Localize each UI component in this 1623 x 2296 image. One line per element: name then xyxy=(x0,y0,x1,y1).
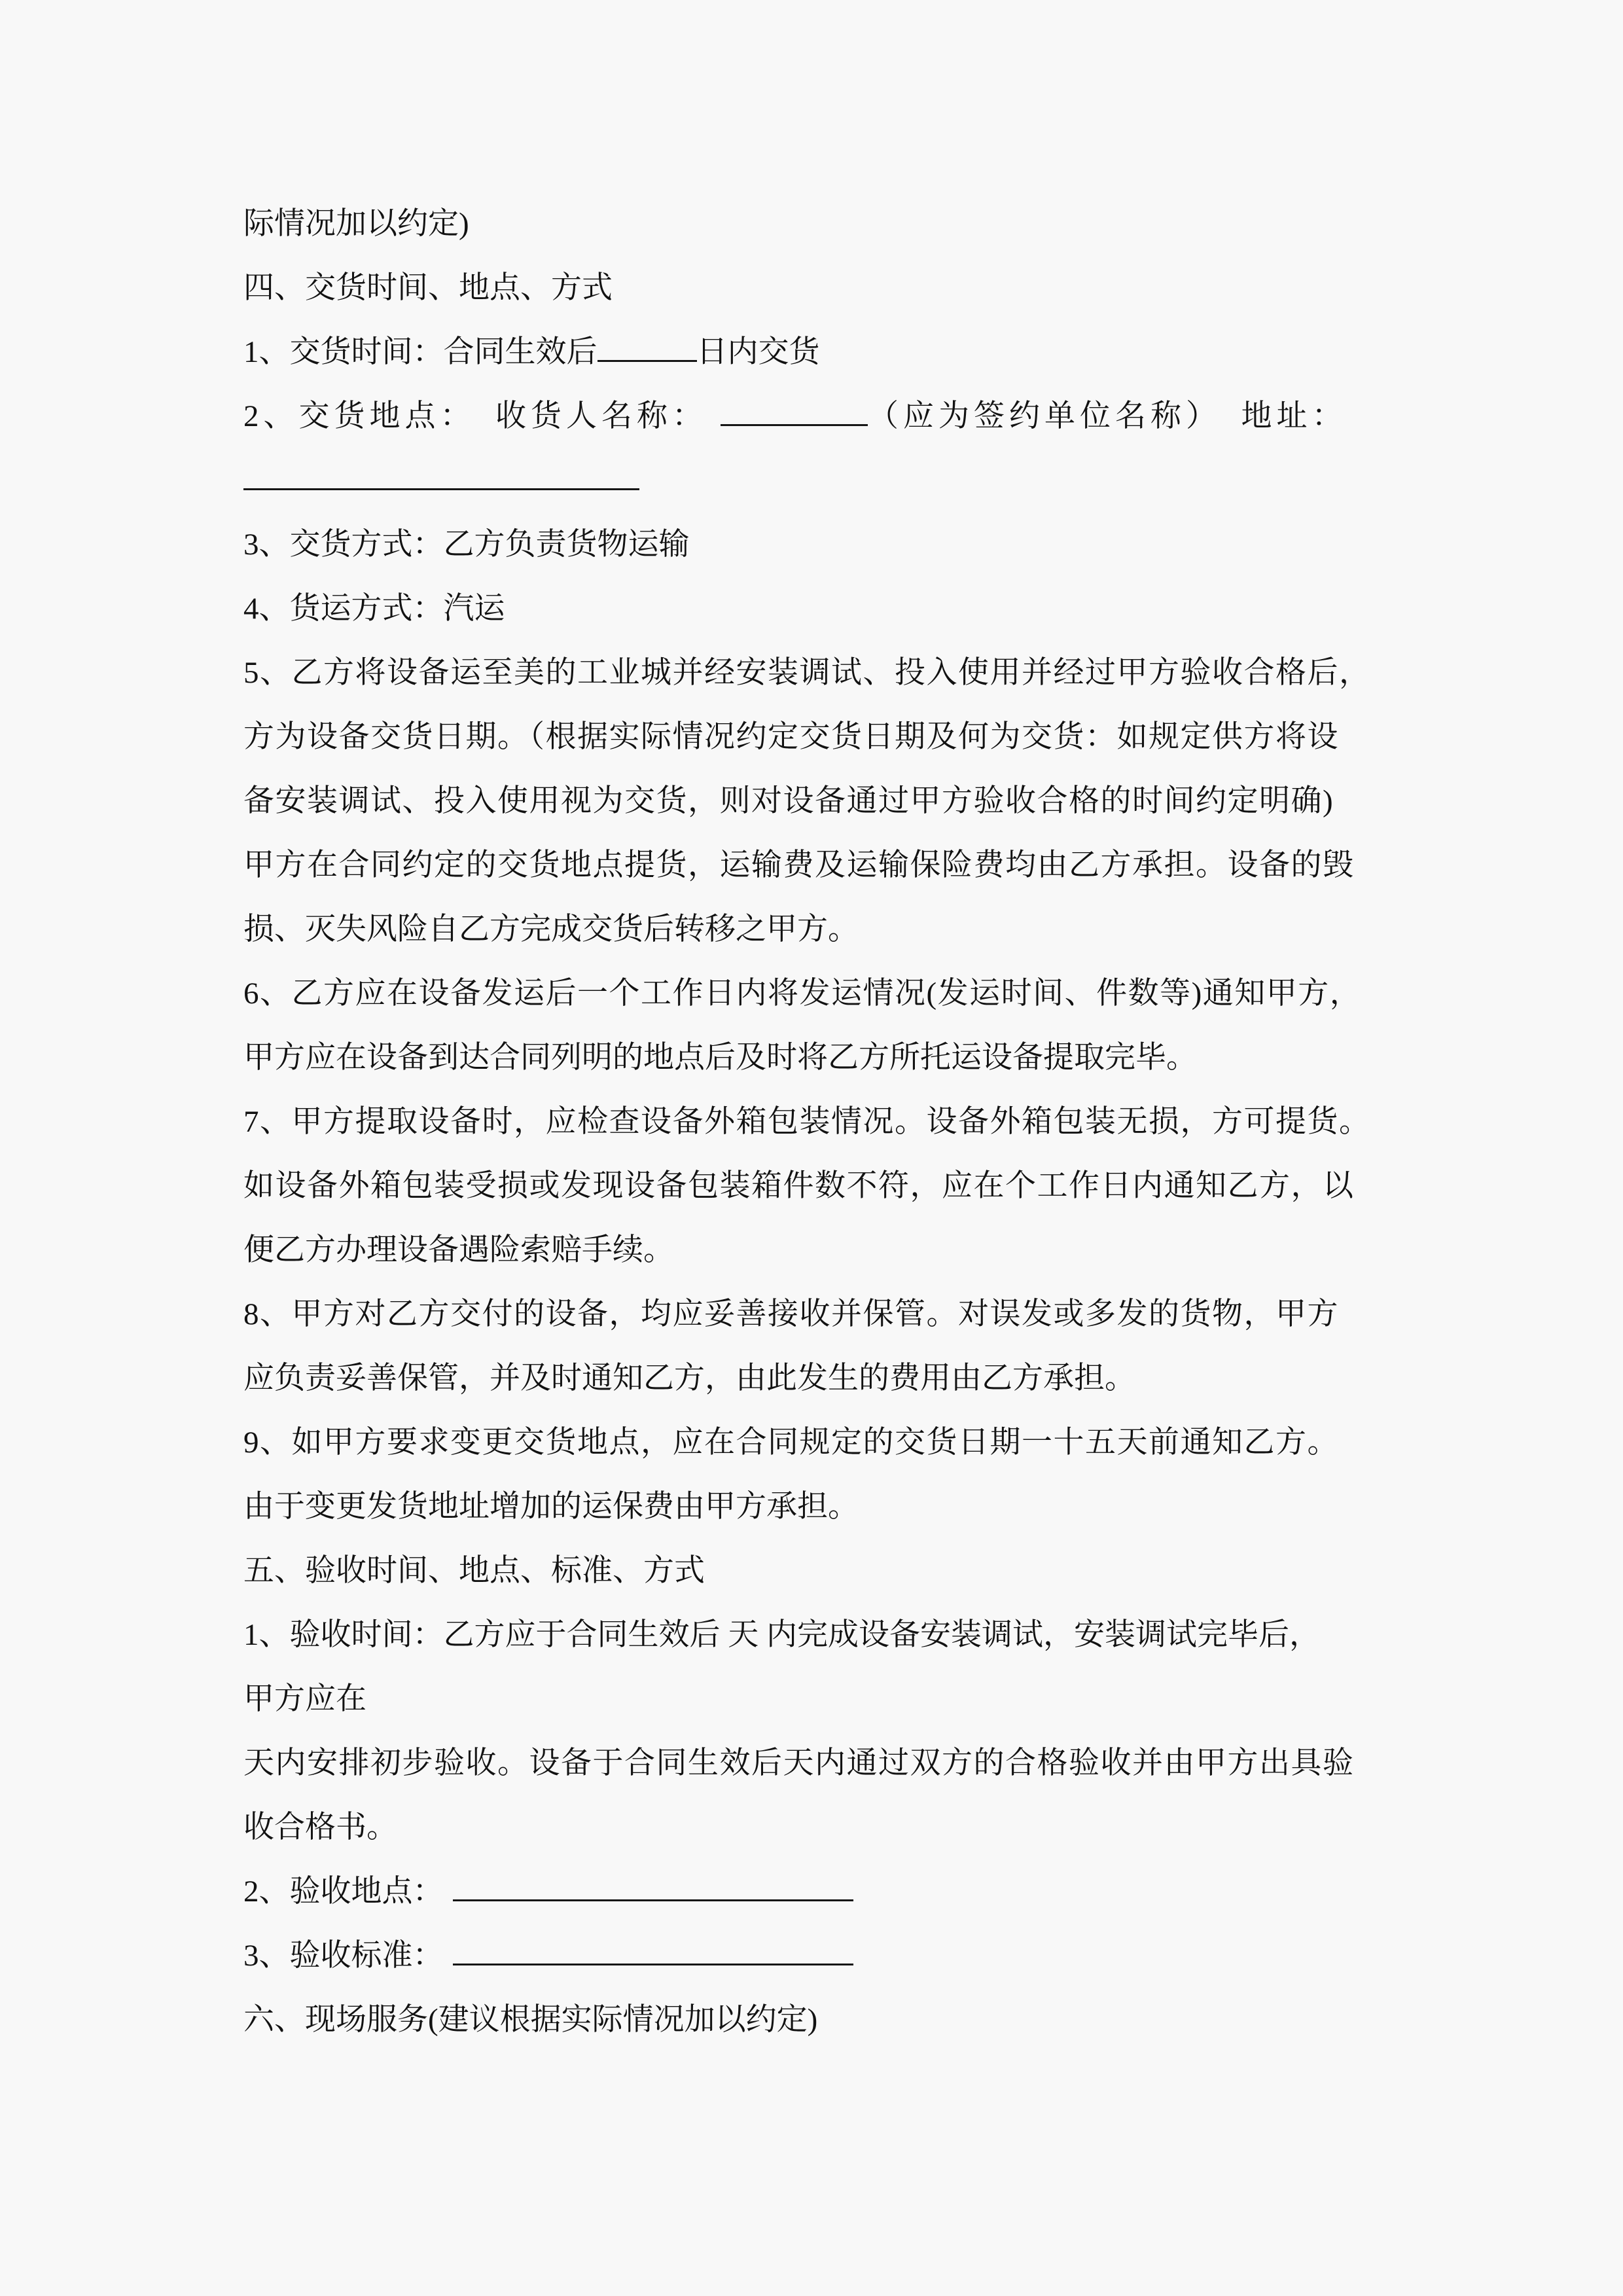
line-text: 1、交货时间：合同生效后 xyxy=(243,335,597,369)
text-line xyxy=(243,1026,1380,1090)
line-text: 方为设备交货日期。（根据实际情况约定交货日期及何为交货：如规定供方将设 xyxy=(243,720,1339,754)
text-line xyxy=(243,1475,1380,1539)
line-text: 2、验收地点： xyxy=(243,1874,444,1909)
fill-in-blank-underline xyxy=(453,1960,853,1965)
text-line xyxy=(243,641,1380,705)
spacer xyxy=(707,425,721,426)
text-line xyxy=(243,1859,1380,1924)
text-line xyxy=(243,1667,1380,1731)
line-text: 由于变更发货地址增加的运保费由甲方承担。 xyxy=(243,1490,859,1524)
text-line xyxy=(243,833,1380,897)
fill-in-blank-underline xyxy=(453,1895,853,1901)
line-text: 1、验收时间：乙方应于合同生效后 天 内完成设备安装调试，安装调试完毕后， xyxy=(243,1618,1320,1652)
text-line xyxy=(243,384,1380,448)
line-text: 8、甲方对乙方交付的设备，均应妥善接收并保管。对误发或多发的货物，甲方 xyxy=(243,1297,1339,1331)
text-line xyxy=(243,1282,1380,1346)
line-text: 7、甲方提取设备时，应检查设备外箱包装情况。设备外箱包装无损，方可提货。 xyxy=(243,1105,1371,1139)
line-text: 3、交货方式：乙方负责货物运输 xyxy=(243,528,690,562)
line-text: 2、交货地点： 收货人名称： xyxy=(243,399,707,433)
line-text: 3、验收标准： xyxy=(243,1939,444,1973)
text-line xyxy=(243,1154,1380,1218)
text-line xyxy=(243,1988,1380,2052)
text-line xyxy=(243,897,1380,961)
line-text: 收合格书。 xyxy=(243,1810,397,1844)
line-text: 4、货运方式：汽运 xyxy=(243,592,505,626)
line-text: 四、交货时间、地点、方式 xyxy=(243,271,613,305)
line-text: 应负责妥善保管，并及时通知乙方，由此发生的费用由乙方承担。 xyxy=(243,1361,1135,1395)
fill-in-blank-underline xyxy=(597,356,697,362)
line-text: 备安装调试、投入使用视为交货，则对设备通过甲方验收合格的时间约定明确) xyxy=(243,784,1334,818)
text-line xyxy=(243,1924,1380,1988)
text-line xyxy=(243,1731,1380,1795)
text-line xyxy=(243,192,1380,256)
line-text: 五、验收时间、地点、标准、方式 xyxy=(243,1554,705,1588)
line-text: 甲方应在 xyxy=(243,1682,366,1716)
line-text: 便乙方办理设备遇险索赔手续。 xyxy=(243,1233,674,1267)
document-page xyxy=(243,192,1380,2052)
fill-in-blank-underline xyxy=(721,420,868,426)
line-text: 9、如甲方要求变更交货地点，应在合同规定的交货日期一十五天前通知乙方。 xyxy=(243,1426,1339,1460)
text-line xyxy=(243,961,1380,1026)
text-line xyxy=(243,1795,1380,1859)
text-line xyxy=(243,1539,1380,1603)
text-line xyxy=(243,1603,1380,1667)
text-line xyxy=(243,320,1380,384)
line-text: 6、乙方应在设备发运后一个工作日内将发运情况(发运时间、件数等)通知甲方， xyxy=(243,977,1362,1011)
text-line xyxy=(243,1346,1380,1410)
text-line xyxy=(243,448,1380,512)
line-text: 日内交货 xyxy=(696,335,820,369)
text-line xyxy=(243,577,1380,641)
text-line xyxy=(243,512,1380,577)
line-text: 六、现场服务(建议根据实际情况加以约定) xyxy=(243,2003,818,2037)
text-line xyxy=(243,705,1380,769)
text-line xyxy=(243,1090,1380,1154)
line-text: 5、乙方将设备运至美的工业城并经安装调试、投入使用并经过甲方验收合格后， xyxy=(243,656,1371,690)
line-text: （应为签约单位名称） 地址： xyxy=(868,399,1347,433)
fill-in-blank-underline xyxy=(243,484,639,490)
line-text: 际情况加以约定) xyxy=(243,207,469,241)
line-text: 损、灭失风险自乙方完成交货后转移之甲方。 xyxy=(243,912,859,946)
text-line xyxy=(243,769,1380,833)
line-text: 甲方在合同约定的交货地点提货，运输费及运输保险费均由乙方承担。设备的毁 xyxy=(243,848,1355,882)
text-line xyxy=(243,1218,1380,1282)
text-line xyxy=(243,1410,1380,1475)
line-text: 天内安排初步验收。设备于合同生效后天内通过双方的合格验收并由甲方出具验 xyxy=(243,1746,1355,1780)
line-text: 如设备外箱包装受损或发现设备包装箱件数不符，应在个工作日内通知乙方，以 xyxy=(243,1169,1355,1203)
text-line xyxy=(243,256,1380,320)
line-text: 甲方应在设备到达合同列明的地点后及时将乙方所托运设备提取完毕。 xyxy=(243,1041,1197,1075)
